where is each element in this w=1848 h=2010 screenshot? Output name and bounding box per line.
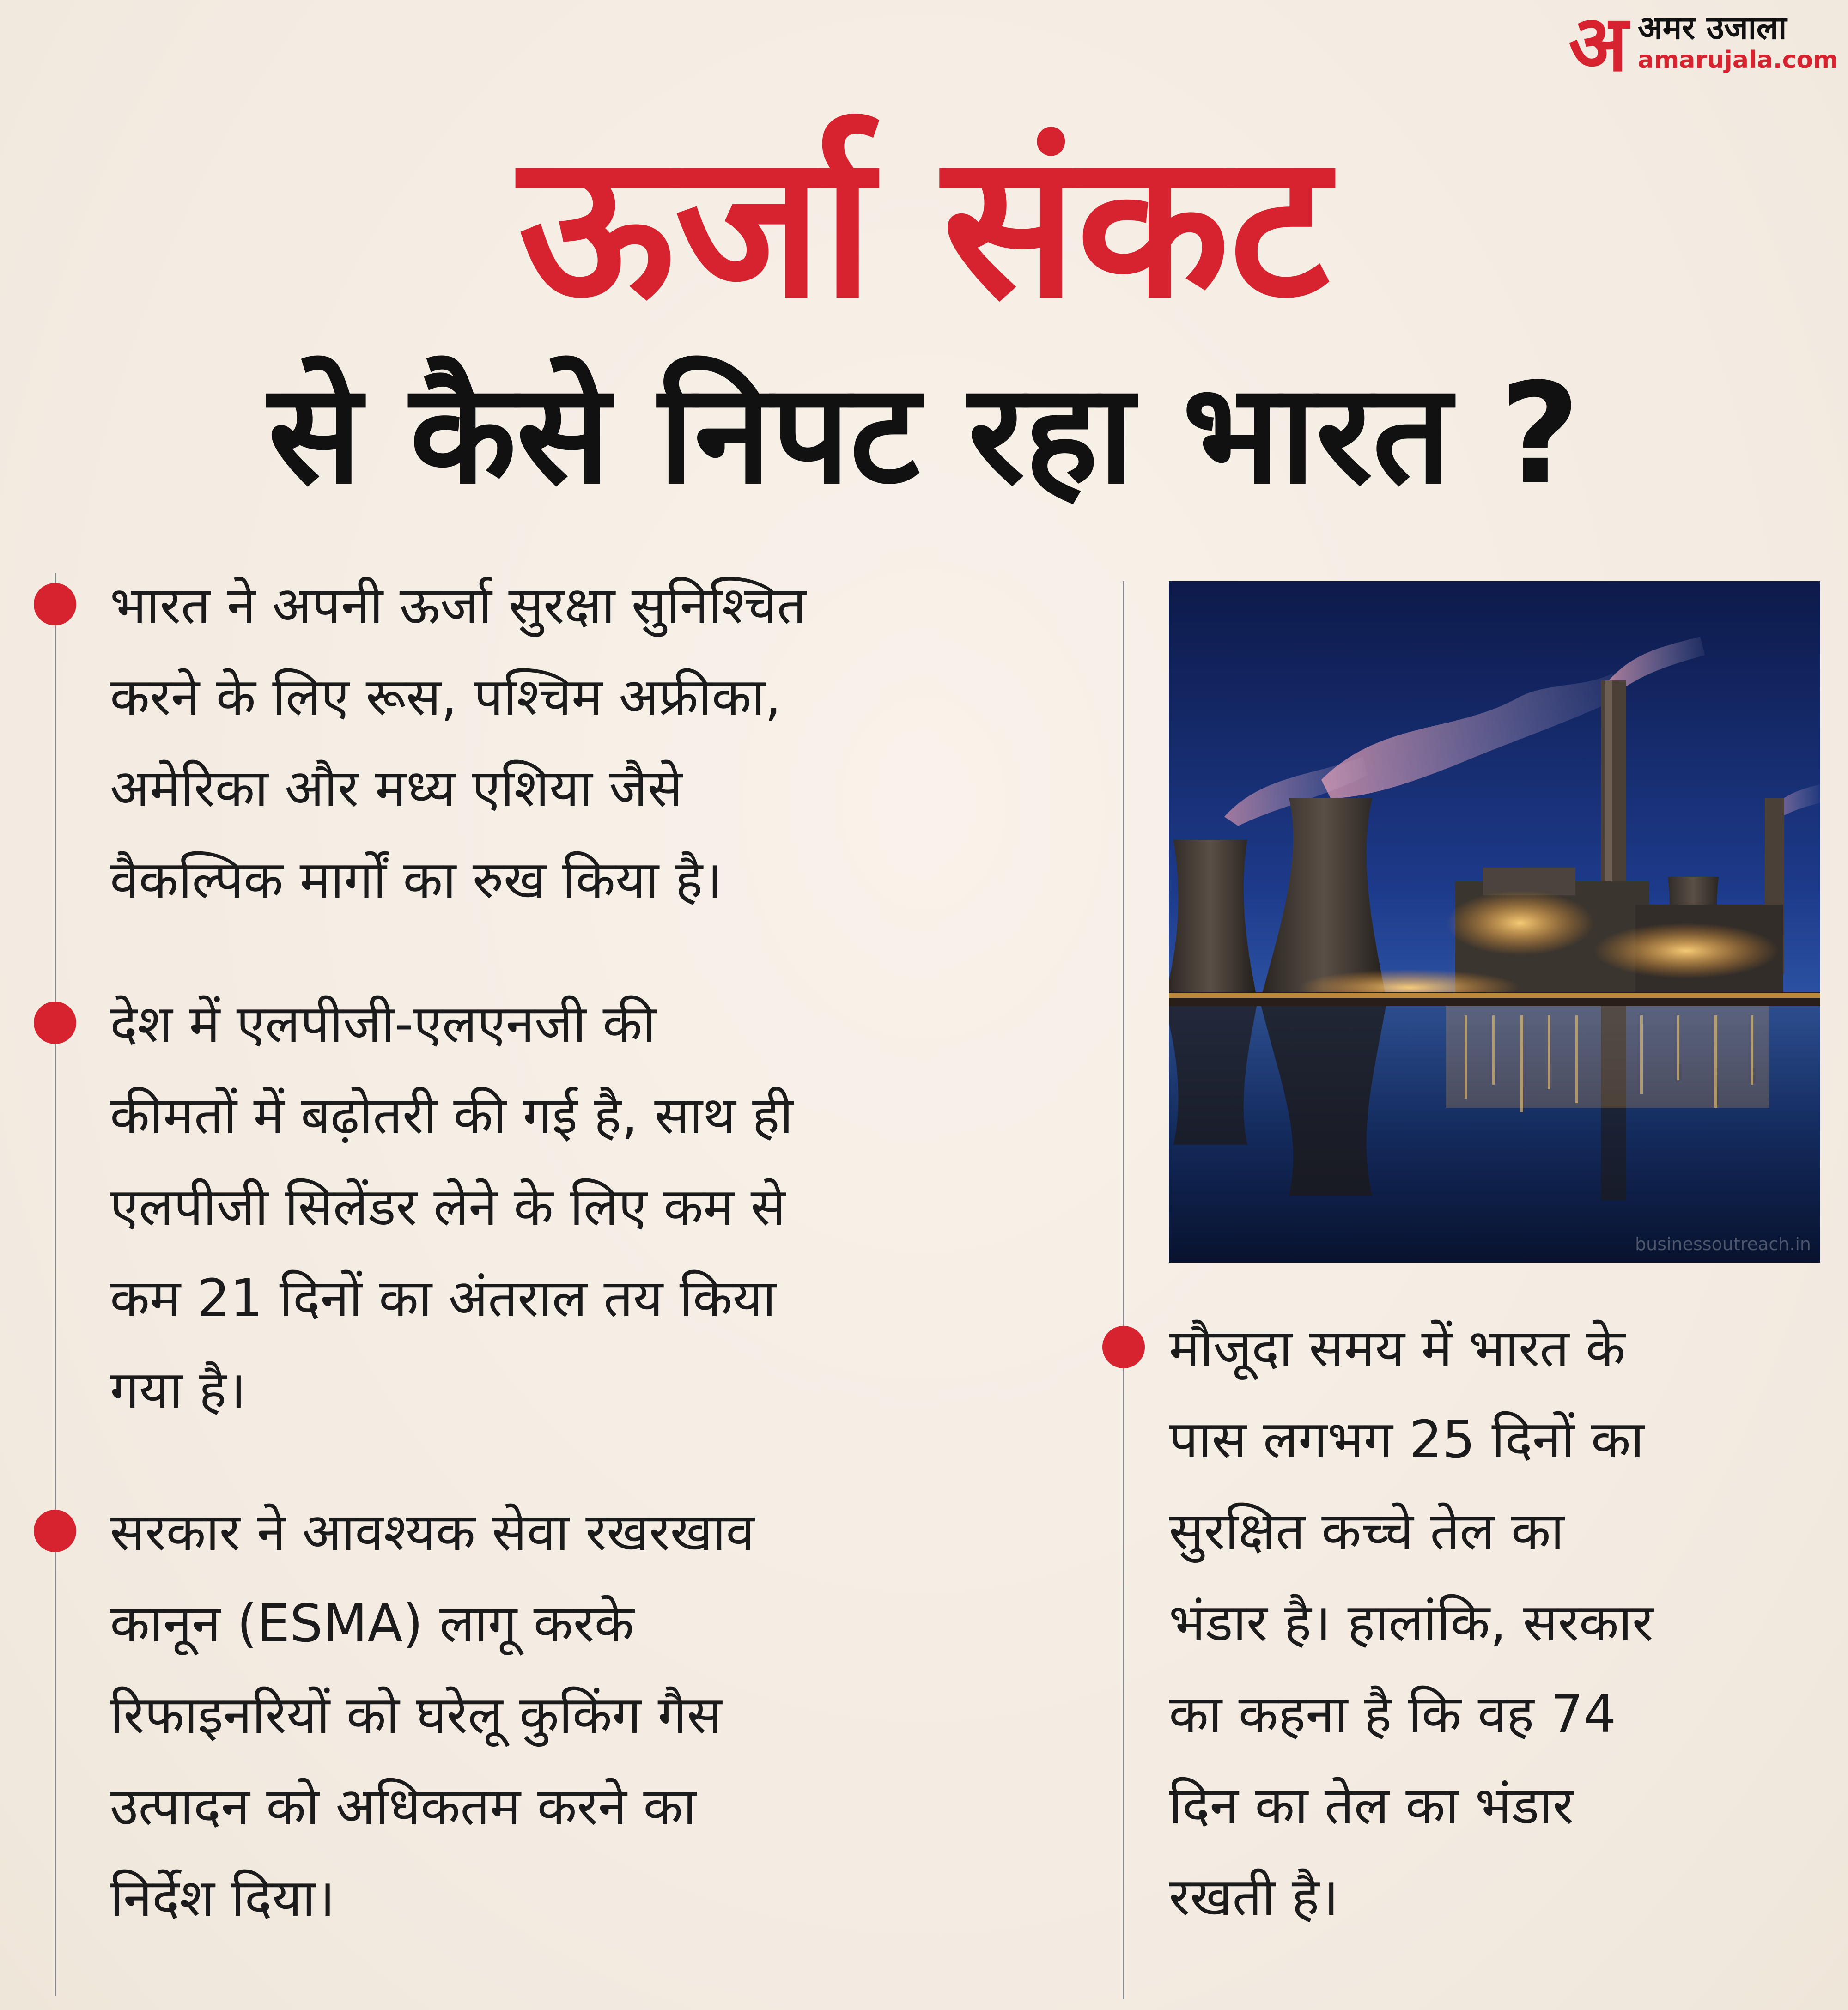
bullet-line: पास लगभग 25 दिनों का <box>1169 1410 1644 1470</box>
bullet-text-3 <box>110 1487 754 1944</box>
bullet-line: भारत ने अपनी ऊर्जा सुरक्षा सुनिश्चित <box>110 576 807 636</box>
bullet-line: कानून (ESMA) लागू करके <box>110 1594 634 1654</box>
left-timeline-line <box>55 573 56 1996</box>
bullet-line: रिफाइनरियों को घरेलू कुकिंग गैस <box>110 1685 722 1745</box>
bullet-line: सरकार ने आवश्यक सेवा रखरखाव <box>110 1502 755 1562</box>
bullet-line: का कहना है कि वह 74 <box>1169 1684 1617 1744</box>
photo-credit: businessoutreach.in <box>1635 1234 1811 1254</box>
bullet-line: करने के लिए रूस, पश्चिम अफ्रीका, <box>110 667 782 727</box>
bullet-line: मौजूदा समय में भारत के <box>1169 1318 1626 1378</box>
bullet-line: दिन का तेल का भंडार <box>1169 1776 1574 1836</box>
bullet-line: उत्पादन को अधिकतम करने का <box>110 1777 697 1837</box>
headline-sub: से कैसे निपट रहा भारत ? <box>267 353 1581 515</box>
bullet-text-4 <box>1169 1303 1653 1943</box>
amar-ujala-logo[interactable] <box>1568 0 1838 89</box>
bullet-line: कम 21 दिनों का अंतराल तय किया <box>110 1269 776 1329</box>
bullet-line: एलपीजी सिलेंडर लेने के लिए कम से <box>110 1177 786 1237</box>
bullet-line: रखती है। <box>1169 1867 1339 1927</box>
bullet-line: अमेरिका और मध्य एशिया जैसे <box>110 759 683 819</box>
bullet-dot <box>1102 1326 1145 1368</box>
bullet-line: वैकल्पिक मार्गों का रुख किया है। <box>110 850 723 910</box>
logo-mark: अ <box>1568 0 1628 89</box>
bullet-line: गया है। <box>110 1360 246 1420</box>
bullet-line: निर्देश दिया। <box>110 1868 335 1928</box>
bullet-line: भंडार है। हालांकि, सरकार <box>1169 1593 1653 1653</box>
bullet-text-2 <box>110 978 793 1436</box>
bullet-dot <box>34 1002 76 1044</box>
bullet-line: कीमतों में बढ़ोतरी की गई है, साथ ही <box>110 1086 793 1146</box>
bullet-text-1 <box>110 560 806 926</box>
right-timeline-line <box>1123 581 1124 1999</box>
bullet-dot <box>34 1510 76 1552</box>
bullet-dot <box>34 583 76 625</box>
bullet-line: देश में एलपीजी-एलएनजी की <box>110 994 656 1054</box>
bullet-line: सुरक्षित कच्चे तेल का <box>1169 1501 1564 1561</box>
headline-main: ऊर्जा संकट <box>518 111 1330 342</box>
logo-site: amarujala.com <box>1638 46 1838 74</box>
power-plant-photo <box>1169 581 1820 1263</box>
logo-name-hindi: अमर उजाला <box>1638 9 1787 47</box>
power-plant-illustration <box>1169 581 1820 1263</box>
